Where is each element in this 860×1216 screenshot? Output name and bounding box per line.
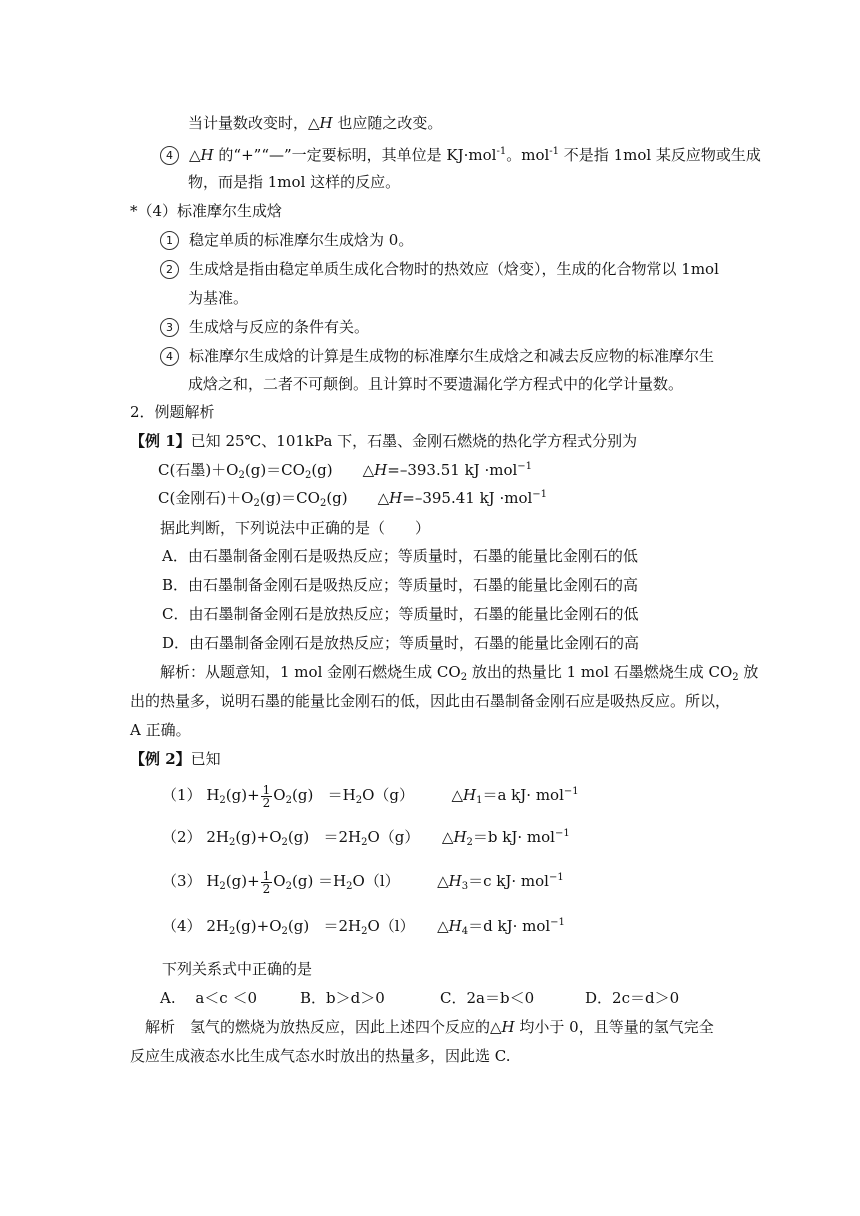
- example-1-stem: 【例 1】已知 25℃、101kPa 下，石墨、金刚石燃烧的热化学方程式分别为: [130, 432, 638, 450]
- example-2-analysis-line-2: 反应生成液态水比生成气态水时放出的热量多，因此选 C.: [130, 1047, 511, 1065]
- sec3-line-cont: 当计量数改变时，△H 也应随之改变。: [188, 114, 443, 132]
- example-2-equation-1: （1） $H_2(g)+$ $\frac{1}{2}$ $O_2(g) =H_2O(g)$ $\triangle H_1=a$ kJ· mol$^{-1}$: [162, 782, 579, 810]
- sec4-item-2-cont: 为基准。: [188, 289, 249, 307]
- section-heading: 2．例题解析: [130, 403, 215, 421]
- circled-number: 4: [160, 146, 179, 165]
- sec3-item-4: 4 △H 的“+”“—”一定要标明，其单位是 KJ·mol$^{-1}$。mol$^{-1}$ 不是指 1mol 某反应物或生成: [160, 144, 761, 166]
- option-d: D．由石墨制备金刚石是放热反应；等质量时，石墨的能量比金刚石的高: [162, 634, 640, 652]
- example-1-analysis-line-3: A 正确。: [130, 721, 191, 739]
- example-1-analysis-line-2: 出的热量多，说明石墨的能量比金刚石的低，因此由石墨制备金刚石应是吸热反应。所以，: [130, 692, 731, 710]
- example-2-analysis-line-1: 解析 氢气的燃烧为放热反应，因此上述四个反应的△H 均小于 0，且等量的氢气完全: [145, 1018, 714, 1036]
- circled-number: 2: [160, 260, 179, 279]
- fraction-one-half: $\frac{1}{2}$: [262, 868, 271, 896]
- sec3-item-4-cont: 物，而是指 1mol 这样的反应。: [188, 173, 401, 191]
- example-2-equation-3: （3） $H_2(g)+$ $\frac{1}{2}$ $O_2(g) =H_2O(l)$ $\triangle H_3=c$ kJ· mol$^{-1}$: [162, 868, 564, 896]
- example-1-equation-2: C(金刚石)$+O_2(g)=CO_2(g)$ △H=–395.41 kJ ·mol$^{-1}$: [158, 489, 548, 509]
- circled-number: 3: [160, 318, 179, 337]
- option-b: B．由石墨制备金刚石是吸热反应；等质量时，石墨的能量比金刚石的高: [162, 576, 639, 594]
- example-2-stem: 【例 2】已知: [130, 750, 221, 768]
- example-1-label: 【例 1】: [130, 432, 191, 450]
- example-1-question: 据此判断，下列说法中正确的是（ ）: [160, 519, 431, 537]
- circled-number: 4: [160, 347, 179, 366]
- example-1-equation-1: C(石墨)$+O_2(g)=CO_2(g)$ △H=–393.51 kJ ·mol$^{-1}$: [158, 461, 533, 481]
- sec4-item-3: 3 生成焓与反应的条件有关。: [160, 316, 369, 338]
- option-a: A．由石墨制备金刚石是吸热反应；等质量时，石墨的能量比金刚石的低: [162, 547, 638, 565]
- example-2-option-d: D．2c＝d＞0: [585, 989, 680, 1007]
- sec4-item-1: 1 稳定单质的标准摩尔生成焓为 0。: [160, 229, 413, 251]
- fraction-one-half: $\frac{1}{2}$: [262, 782, 271, 810]
- sec4-item-4: 4 标准摩尔生成焓的计算是生成物的标准摩尔生成焓之和减去反应物的标准摩尔生: [160, 345, 714, 367]
- sec4-item-4-cont: 成焓之和，二者不可颠倒。且计算时不要遗漏化学方程式中的化学计量数。: [188, 375, 684, 393]
- example-2-label: 【例 2】: [130, 750, 191, 768]
- example-2-equation-2: （2） $2H_2(g)+O_2(g) =2H_2O(g)$ $\triangle H_2=b$ kJ· mol$^{-1}$: [162, 828, 570, 848]
- sec4-item-2: 2 生成焓是指由稳定单质生成化合物时的热效应（焓变），生成的化合物常以 1mol: [160, 258, 719, 280]
- example-2-option-c: C．2a＝b＜0: [440, 989, 535, 1007]
- example-2-option-b: B．b＞d＞0: [300, 989, 385, 1007]
- circled-number: 1: [160, 231, 179, 250]
- example-1-analysis-line-1: 解析：从题意知，1 mol 金刚石燃烧生成 $CO_2$ 放出的热量比 1 mol 石墨燃烧生成 $CO_2$ 放: [160, 663, 759, 683]
- example-2-option-a: A. a＜c ＜0: [160, 989, 258, 1007]
- sec4-title: *（4）标准摩尔生成焓: [130, 202, 283, 220]
- option-c: C．由石墨制备金刚石是放热反应；等质量时，石墨的能量比金刚石的低: [162, 605, 639, 623]
- example-2-equation-4: （4） $2H_2(g)+O_2(g) =2H_2O(l)$ $\triangle H_4=d$ kJ· mol$^{-1}$: [162, 917, 565, 937]
- example-2-question: 下列关系式中正确的是: [162, 960, 313, 978]
